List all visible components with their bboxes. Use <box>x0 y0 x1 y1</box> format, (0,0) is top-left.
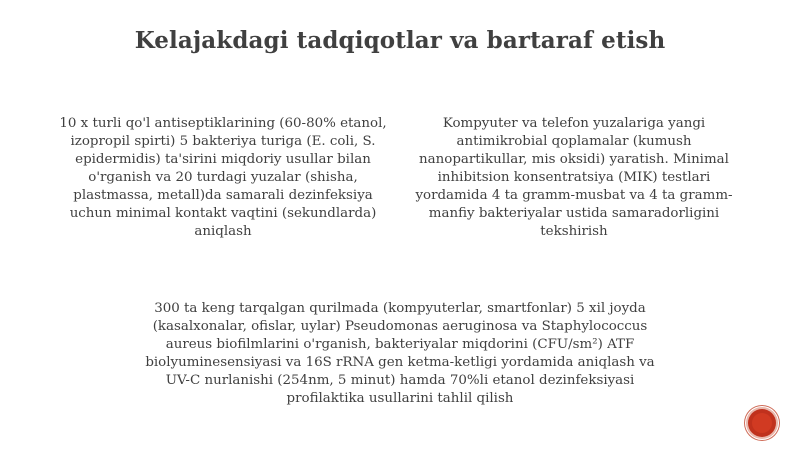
slide-title: Kelajakdagi tadqiqotlar va bartaraf etish <box>134 27 666 54</box>
circle-icon <box>752 413 772 433</box>
next-slide-button[interactable] <box>748 409 776 437</box>
right-text-block: Kompyuter va telefon yuzalariga yangi antimikrobial qoplamalar (kumush nanopartikullar, mis oksidi) yaratish. Minimal inhibitsion konsentratsiya (MIK) testlari yordamida 4 ta gramm-musbat va 4 ta gramm-manfiy bakteriyalar ustida samaradorligini tekshirish <box>415 116 733 239</box>
bottom-text-block: 300 ta keng tarqalgan qurilmada (kompyuterlar, smartfonlar) 5 xil joyda (kasalxonalar, ofislar, uylar) Pseudomonas aeruginosa va Staphylococcus aureus biofilmlarini o'rganish, bakteriyalar miqdorini (CFU/sm²) ATF biolyuminesensiyasi va 16S rRNA gen ketma-ketligi yordamida aniqlash va UV-C nurlanishi (254nm, 5 minut) hamda 70%li etanol dezinfeksiyasi profilaktika usullarini tahlil qilish <box>145 301 655 406</box>
left-text-block: 10 x turli qo'l antiseptiklarining (60-80% etanol, izopropil spirti) 5 bakteriya turiga (E. coli, S. epidermidis) ta'sirini miqdoriy usullar bilan o'rganish va 20 turdagi yuzalar (shisha, plastmassa, metall)da samarali dezinfeksiya uchun minimal kontakt vaqtini (sekundlarda) aniqlash <box>59 116 387 239</box>
